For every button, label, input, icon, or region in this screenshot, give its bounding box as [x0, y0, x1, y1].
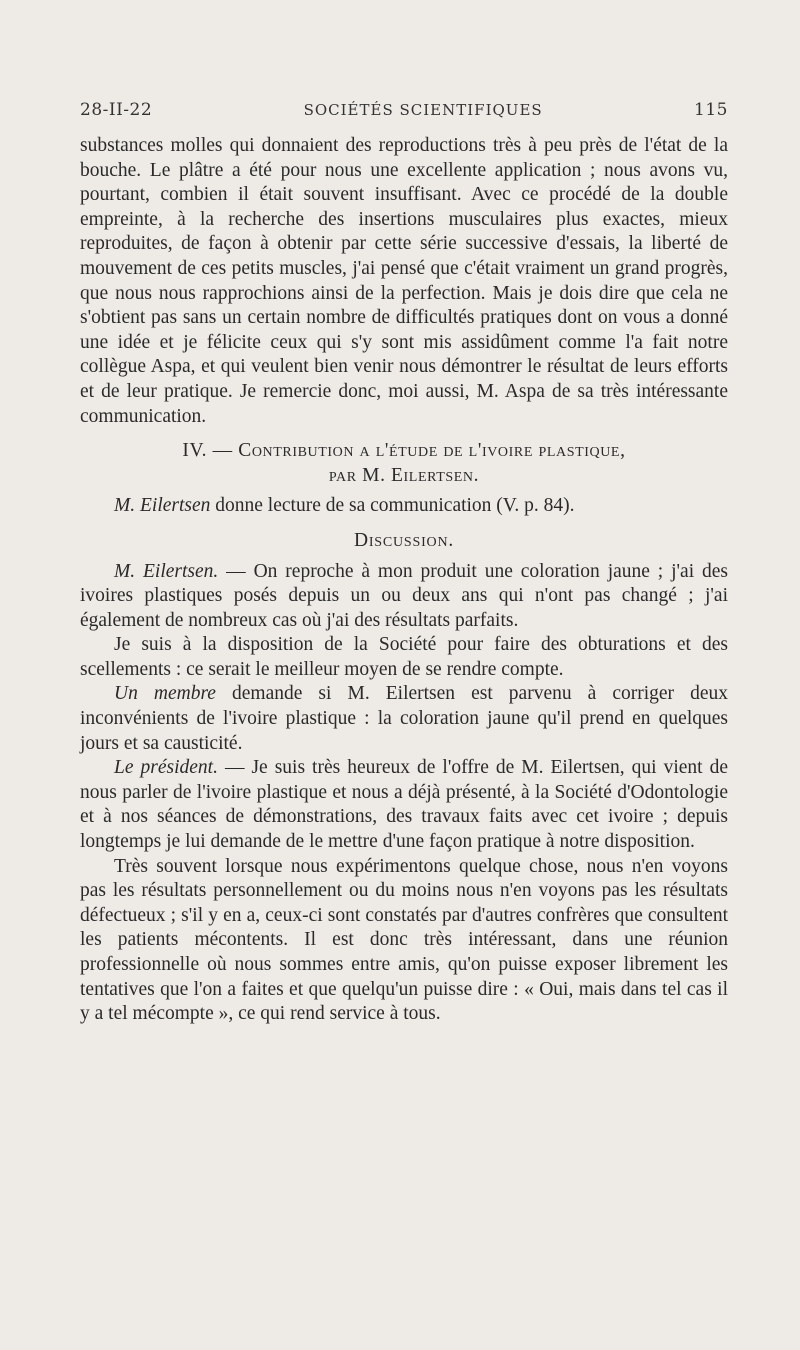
paragraph-closing: Très souvent lorsque nous expérimentons quelque chose, nous n'en voyons pas les résultats personnellement ou du moins nous n'en voyons pas les résultats défectueux ; s'il y en a, ceux-ci sont constatés par d'autres confrères que consultent les patients mécontents. Il est donc très intéressant, dans une réunion professionnelle où nous sommes entre amis, qu'on puisse exposer librement les tentatives que l'on a faites et que quelqu'un puisse dire : « Oui, mais dans tel cas il y a tel mécompte », ce qui rend service à tous.	[80, 855, 728, 1025]
paragraph-reading	[80, 494, 728, 519]
discussion-heading: Discussion.	[353, 529, 455, 551]
header-date: 28-II-22	[80, 100, 153, 120]
page	[80, 100, 728, 1027]
paragraph-text: donne lecture de sa communication (V. p. 84).	[210, 495, 575, 517]
paragraph-member-question	[80, 682, 728, 756]
paragraph-text: — On reproche à mon produit une coloration jaune ; j'ai des ivoires plastiques posés depuis un ou deux ans qui n'ont pas changé ; j'ai également de nombreux cas où j'ai des résultats parfaits.	[80, 560, 728, 631]
header-title: SOCIÉTÉS SCIENTIFIQUES	[303, 101, 543, 119]
paragraph-disposition: Je suis à la disposition de la Société pour faire des obturations et des scellements : ce serait le meilleur moyen de se rendre compte.	[80, 634, 728, 680]
speaker-name: M. Eilertsen	[114, 495, 211, 517]
section-heading-line-1: IV. — Contribution a l'étude de l'ivoire plastique,	[182, 440, 626, 462]
paragraph-text: demande si M. Eilertsen est parvenu à corriger deux inconvénients de l'ivoire plastique : la coloration jaune qu'il prend en quelques jours et sa causticité.	[80, 683, 728, 754]
paragraph-president	[80, 756, 728, 854]
page-number: 115	[694, 100, 728, 120]
paragraph-text: — Je suis très heureux de l'offre de M. Eilertsen, qui vient de nous parler de l'ivoire plastique et nous a déjà présenté, à la Société d'Odontologie et à nos séances de démonstrations, des travaux faits avec cet ivoire ; depuis longtemps je lui demande de le mettre d'une façon pratique à notre disposition.	[80, 757, 728, 853]
running-header	[80, 100, 728, 120]
speaker-name: Un membre	[114, 683, 216, 705]
speaker-name: M. Eilertsen.	[114, 560, 219, 582]
section-heading-line-2: par M. Eilertsen.	[328, 464, 480, 486]
paragraph-continuation: substances molles qui donnaient des reproductions très à peu près de l'état de la bouche. Le plâtre a été pour nous une excellente application ; nous avons vu, pourtant, combien il était souvent insuffisant. Avec ce procédé de la double empreinte, à la recherche des insertions musculaires plus exactes, mieux reproduites, de façon à obtenir par cette série successive d'essais, la liberté de mouvement de ces petits muscles, j'ai pensé que c'était vraiment un grand progrès, que nous nous rapprochions ainsi de la perfection. Mais je dois dire que cela ne s'obtient pas sans un certain nombre de difficultés pratiques dont on vous a donné une idée et je félicite ceux qui s'y sont mis assidûment comme l'a fait notre collègue Aspa, et qui veulent bien venir nous démontrer le résultat de leurs efforts et de leur pratique. Je remercie donc, moi aussi, M. Aspa de sa très intéressante communication.	[80, 135, 728, 427]
section-heading	[80, 439, 728, 488]
speaker-name: Le président.	[114, 757, 218, 779]
body-text	[80, 134, 728, 1027]
paragraph-eilertsen-reply	[80, 560, 728, 634]
